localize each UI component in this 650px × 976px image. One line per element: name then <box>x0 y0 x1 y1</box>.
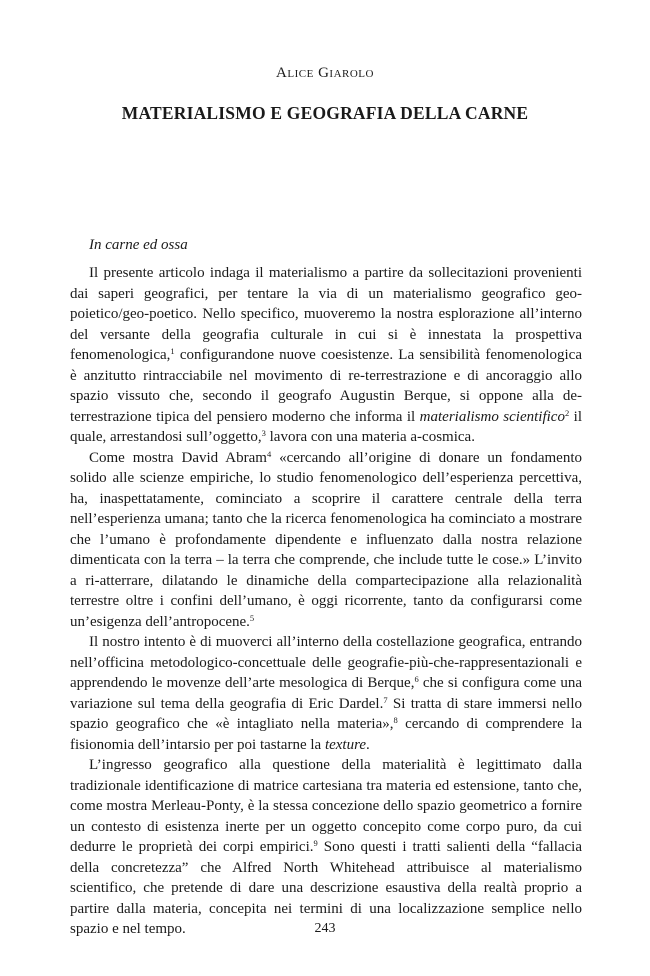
italic-term: materialismo scientifico <box>419 408 565 425</box>
text-run: il quale, arrestandosi sull’oggetto, <box>70 408 582 445</box>
text-run: lavora con una materia a-cosmica. <box>265 429 475 445</box>
running-head-author: Alice Giarolo <box>276 65 374 81</box>
footnote-marker: 1 <box>170 346 175 356</box>
footnote-marker: 6 <box>414 674 419 684</box>
footnote-marker: 5 <box>249 612 255 623</box>
italic-term: texture <box>324 736 367 753</box>
text-run: Il presente articolo indaga il materialismo a partire da sollecitazioni provenienti dai saperi geografici, per tentare la via di un materialismo geografico geo-poietico/geo-poetico. Nello specifico, muoveremo la nostra esplorazione all’interno del versante della geografia culturale in cui si è innestata la prospettiva fenomenologica, <box>70 265 582 363</box>
footnote-marker: 3 <box>261 428 266 438</box>
text-run: Si tratta di stare immersi nello spazio geografico che «è intagliato nella materia», <box>70 695 582 732</box>
text-run: L’ingresso geografico alla questione della materialità è legittimato dalla tradizionale identificazione di matrice cartesiana tra materia ed estensione, tanto che, come mostra Merleau-Ponty, è la stessa concezione dello spazio geometrico a fornire un contesto di esistenza inerte per un oggetto concepito come corpo puro, da cui dedurre le proprietà dei corpi empirici. <box>70 757 582 855</box>
body-paragraph <box>70 755 582 940</box>
article-title: MATERIALISMO E GEOGRAFIA DELLA CARNE <box>121 103 529 123</box>
article-body <box>70 263 582 940</box>
footnote-marker: 4 <box>266 448 272 459</box>
text-run: . <box>366 736 370 753</box>
text-run: che si configura come una variazione sul tema della geografia di Eric Dardel. <box>70 675 582 712</box>
text-run: Sono questi i tratti salienti della “fallacia della concretezza” che Alfred North Whitehead attribuisce al materialismo scientifico, che pretende di dare una descrizione esaustiva della realtà proprio a partire dalla materia, concepita nei termini di una localizzazione semplice nello spazio e nel tempo. <box>70 839 582 937</box>
page-number: 243 <box>314 921 336 936</box>
text-run: cercando di comprendere la fisionomia dell’intarsio per poi tastarne la <box>70 716 582 753</box>
text-run: configurandone nuove coesistenze. La sensibilità fenomenologica è anzitutto rintracciabile nel movimento di re-terrestrazione e di ancoraggio allo spazio vissuto che, secondo il geografo Augustin Berque, si oppone alla de-terrestrazione tipica del pensiero moderno che informa il <box>70 347 582 425</box>
text-run: Come mostra David Abram <box>89 449 267 466</box>
body-paragraph <box>70 448 582 633</box>
footnote-marker: 7 <box>383 694 388 705</box>
footnote-marker: 9 <box>313 838 318 848</box>
section-heading: In carne ed ossa <box>89 237 188 253</box>
text-run: Il nostro intento è di muoverci all’interno della costellazione geografica, entrando nell’officina metodologico-concettuale delle geografie-più-che-rappresentazionali e apprendendo le movenze dell’arte mesologica di Berque, <box>70 634 582 691</box>
body-paragraph <box>70 632 582 755</box>
footnote-marker: 2 <box>564 407 570 418</box>
footnote-marker: 8 <box>393 715 398 725</box>
body-paragraph <box>70 263 582 448</box>
text-run: «cercando all’origine di donare un fondamento solido alle scienze empiriche, lo studio fenomenologico dell’esperienza percettiva, ha, inaspettatamente, cominciato a scoprire il carattere centrale della terra nell’esperienza umana; tanto che la ricerca fenomenologica ha cominciato a mostrare che l’umano è profondamente dipendente e influenzato dalla nostra relazione dimenticata con la terra – la terra che comprende, che include tutte le cose.» L’invito a ri-atterrare, dilatando le dinamiche della compartecipazione alla relazionalità terrestre oltre i confini dell’umano, è oggi ricorrente, tanto da configurarsi come un’esigenza dell’antropocene. <box>70 449 582 630</box>
